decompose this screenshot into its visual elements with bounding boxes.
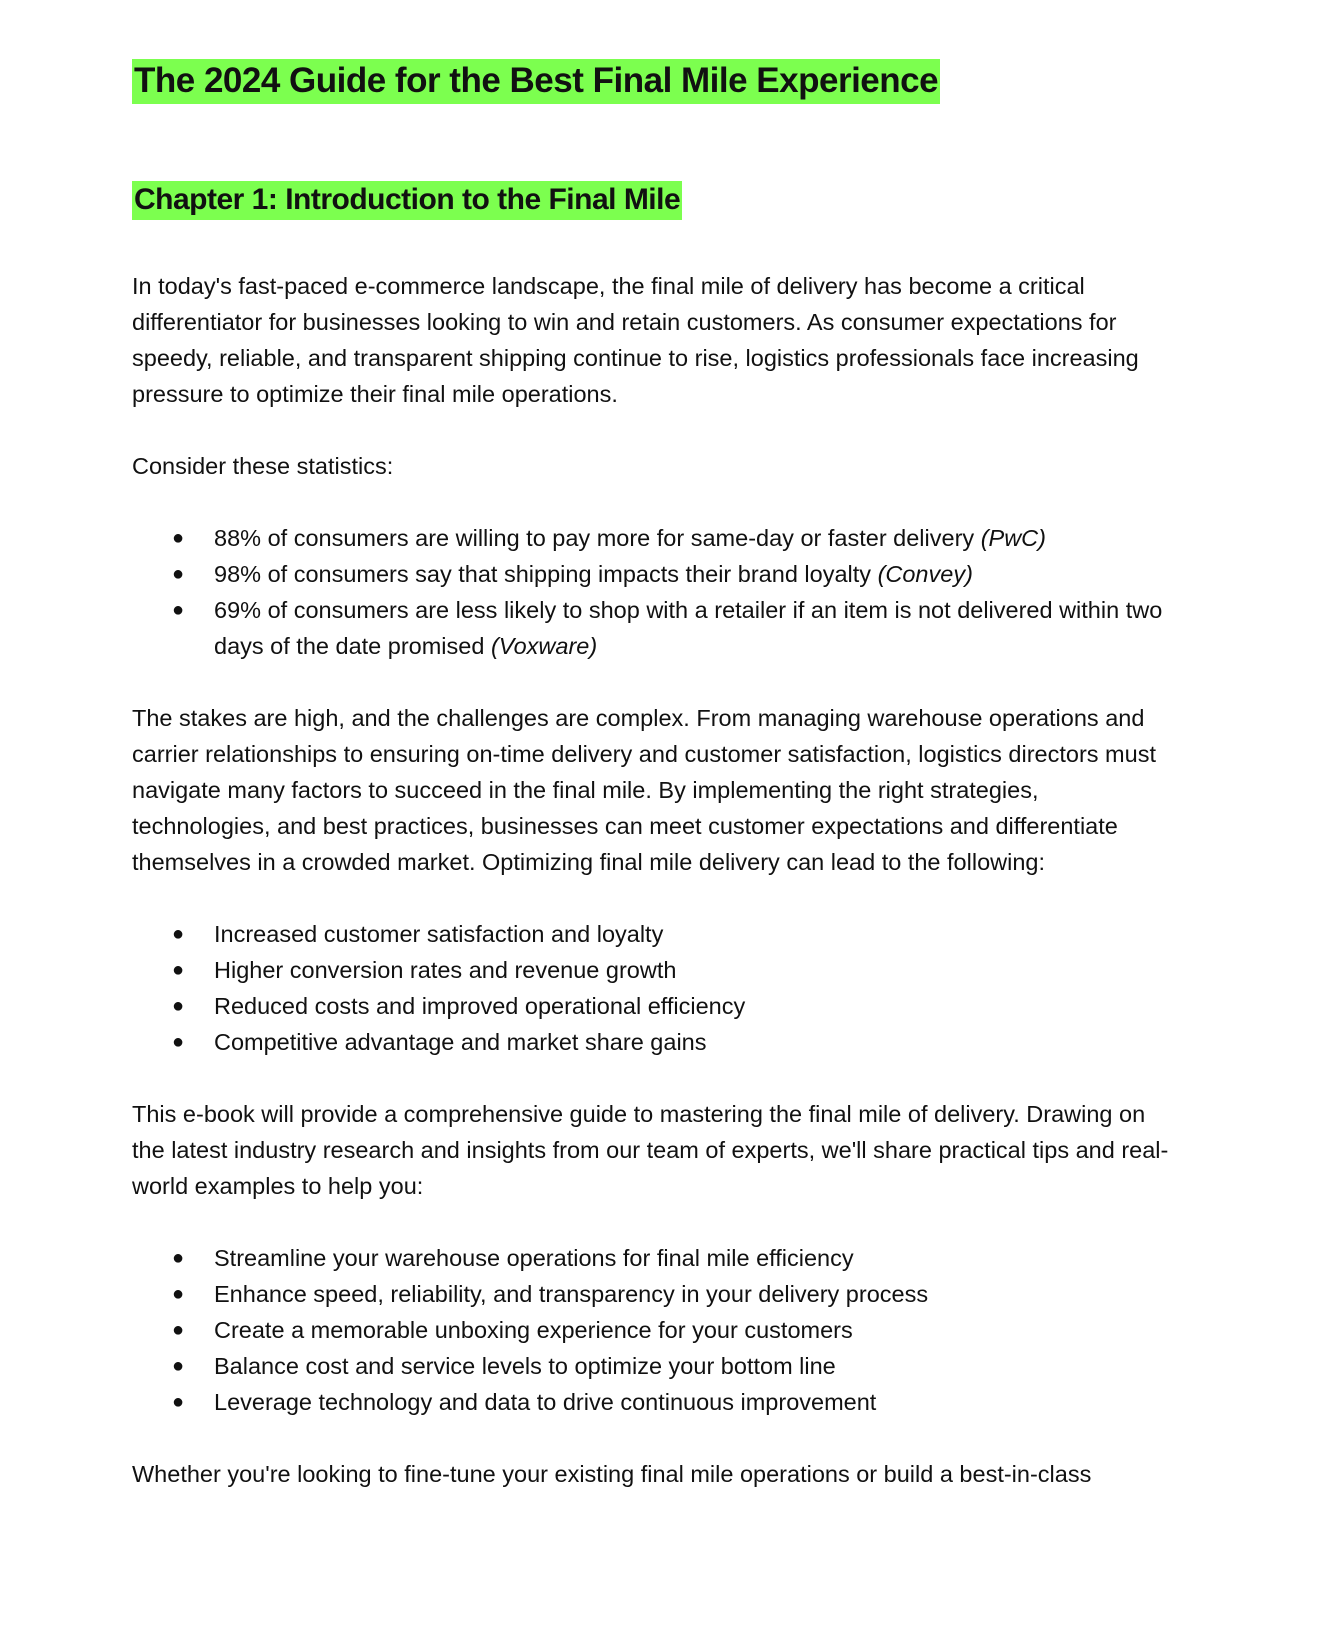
goal-text: Streamline your warehouse operations for final mile efficiency: [214, 1245, 854, 1271]
bullet-icon: ●: [172, 1031, 185, 1053]
stakes-paragraph: The stakes are high, and the challenges are complex. From managing warehouse operations and carrier relationships to ensuring on-time delivery and customer satisfaction, logistics directors must navigate many factors to succeed in the final mile. By implementing the right strategies, technologies, and best practices, businesses can meet customer expectations and differentiate themselves in a crowded market. Optimizing final mile delivery can lead to the following:: [132, 705, 1156, 875]
benefit-text: Higher conversion rates and revenue growth: [214, 957, 677, 983]
list-item: [172, 916, 1180, 952]
chapter-highlight: Chapter 1: Introduction to the Final Mile: [132, 181, 682, 220]
goal-text: Leverage technology and data to drive continuous improvement: [214, 1389, 877, 1415]
stat-source: (Convey): [877, 561, 973, 587]
bullet-icon: ●: [172, 923, 185, 945]
list-item: [172, 1348, 1180, 1384]
document-title: [132, 56, 1180, 106]
bullet-icon: ●: [172, 1283, 185, 1305]
intro-paragraph: In today's fast-paced e-commerce landscape, the final mile of delivery has become a critical differentiator for businesses looking to win and retain customers. As consumer expectations for speedy, reliable, and transparent shipping continue to rise, logistics professionals face increasing pressure to optimize their final mile operations.: [132, 273, 1139, 407]
list-item: [172, 1384, 1180, 1420]
stats-intro: Consider these statistics:: [132, 453, 394, 479]
goal-text: Balance cost and service levels to optimize your bottom line: [214, 1353, 836, 1379]
stat-source: (Voxware): [490, 633, 598, 659]
goals-list: [132, 1240, 1180, 1420]
chapter-heading: [132, 178, 1180, 222]
benefit-text: Reduced costs and improved operational efficiency: [214, 993, 746, 1019]
list-item: [172, 520, 1180, 556]
bullet-icon: ●: [172, 1391, 185, 1413]
list-item: [172, 1240, 1180, 1276]
list-item: [172, 952, 1180, 988]
stat-text: 88% of consumers are willing to pay more for same-day or faster delivery: [214, 525, 981, 551]
list-item: [172, 1024, 1180, 1060]
bullet-icon: ●: [172, 1247, 185, 1269]
list-item: [172, 592, 1180, 664]
benefit-text: Increased customer satisfaction and loyalty: [214, 921, 664, 947]
closing-paragraph: Whether you're looking to fine-tune your existing final mile operations or build a best-in-class: [132, 1461, 1092, 1487]
stat-text: 98% of consumers say that shipping impacts their brand loyalty: [214, 561, 878, 587]
list-item: [172, 1276, 1180, 1312]
bullet-icon: ●: [172, 959, 185, 981]
goal-text: Enhance speed, reliability, and transparency in your delivery process: [214, 1281, 929, 1307]
bullet-icon: ●: [172, 1319, 185, 1341]
bullet-icon: ●: [172, 527, 185, 549]
stat-source: (PwC): [980, 525, 1046, 551]
bullet-icon: ●: [172, 599, 185, 621]
bullet-icon: ●: [172, 563, 185, 585]
bullet-icon: ●: [172, 1355, 185, 1377]
ebook-paragraph: This e-book will provide a comprehensive guide to mastering the final mile of delivery. Drawing on the latest industry research and insights from our team of experts, we'll share practical tips and real-world examples to help you:: [132, 1101, 1169, 1199]
list-item: [172, 988, 1180, 1024]
goal-text: Create a memorable unboxing experience for your customers: [214, 1317, 853, 1343]
benefit-text: Competitive advantage and market share gains: [214, 1029, 707, 1055]
bullet-icon: ●: [172, 995, 185, 1017]
title-highlight: The 2024 Guide for the Best Final Mile Experience: [132, 59, 940, 104]
statistics-list: [132, 520, 1180, 664]
list-item: [172, 1312, 1180, 1348]
benefits-list: [132, 916, 1180, 1060]
stat-text: 69% of consumers are less likely to shop with a retailer if an item is not delivered within two days of the date promised: [214, 597, 1163, 659]
list-item: [172, 556, 1180, 592]
